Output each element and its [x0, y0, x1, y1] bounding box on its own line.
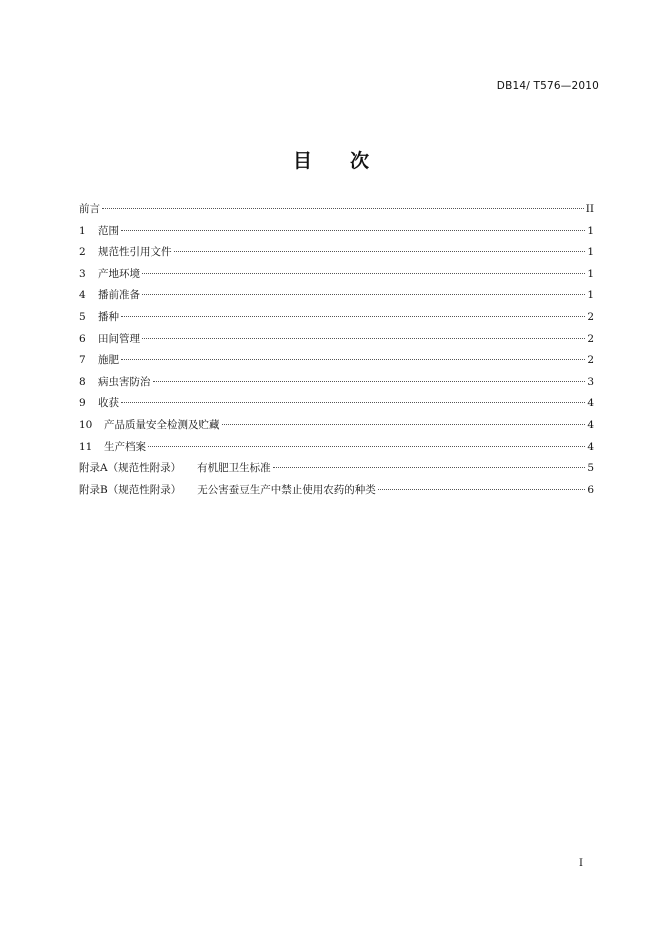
toc-label: 范围	[98, 224, 119, 237]
toc-page: 1	[587, 246, 594, 259]
title-char-1: 目	[292, 150, 312, 172]
toc-page: 3	[587, 375, 594, 388]
toc-label: 规范性引用文件	[98, 246, 172, 259]
dot-leader	[142, 294, 585, 295]
toc-page: II	[585, 203, 594, 215]
toc-number: 3	[79, 267, 86, 280]
toc-page: 4	[587, 397, 594, 410]
toc-number: 10	[79, 418, 93, 431]
toc-page: 4	[587, 440, 594, 453]
toc-entry-annex-a[interactable]	[79, 458, 594, 480]
toc-number: 2	[79, 246, 86, 259]
toc-number: 7	[79, 354, 86, 367]
toc-label: 田间管理	[98, 332, 140, 345]
toc-page: 1	[587, 289, 594, 302]
dot-leader	[174, 251, 586, 252]
dot-leader	[378, 489, 586, 490]
toc-label: 播前准备	[98, 289, 140, 302]
toc-entry-7[interactable]	[79, 350, 594, 372]
toc-entry-3[interactable]	[79, 264, 594, 286]
dot-leader	[142, 338, 585, 339]
toc-number: 8	[79, 375, 86, 388]
page-title	[0, 146, 662, 173]
dot-leader	[153, 381, 586, 382]
standard-code: DB14/ T576—2010	[496, 80, 599, 92]
toc-entry-8[interactable]	[79, 372, 594, 394]
toc-page: 2	[587, 310, 594, 323]
toc-page: 4	[587, 418, 594, 431]
toc-entry-9[interactable]	[79, 393, 594, 415]
annex-label: 附录B（规范性附录）	[79, 483, 182, 496]
toc-label: 有机肥卫生标准	[197, 462, 271, 475]
toc-entry-6[interactable]	[79, 329, 594, 351]
toc-label: 无公害蚕豆生产中禁止使用农药的种类	[197, 483, 376, 496]
page-number: I	[579, 858, 583, 869]
toc-entry-2[interactable]	[79, 242, 594, 264]
toc-page: 6	[587, 483, 594, 496]
dot-leader	[102, 208, 584, 209]
toc-number: 4	[79, 289, 86, 302]
dot-leader	[121, 359, 585, 360]
toc-label: 产品质量安全检测及贮藏	[104, 418, 220, 431]
toc-page: 5	[587, 462, 594, 475]
toc-entry-1[interactable]	[79, 221, 594, 243]
toc-page: 1	[587, 267, 594, 280]
toc-entry-annex-b[interactable]	[79, 480, 594, 502]
toc-entry-10[interactable]	[79, 415, 594, 437]
toc-number: 5	[79, 310, 86, 323]
dot-leader	[222, 424, 586, 425]
toc-label: 播种	[98, 310, 119, 323]
dot-leader	[273, 467, 586, 468]
title-char-2: 次	[350, 150, 370, 172]
dot-leader	[142, 273, 585, 274]
toc-label: 前言	[79, 203, 100, 215]
toc-page: 1	[587, 224, 594, 237]
toc-page: 2	[587, 332, 594, 345]
toc-label: 生产档案	[104, 440, 146, 453]
toc-page: 2	[587, 354, 594, 367]
toc-number: 6	[79, 332, 86, 345]
annex-label: 附录A（规范性附录）	[79, 462, 182, 475]
toc-label: 产地环境	[98, 267, 140, 280]
toc-label: 施肥	[98, 354, 119, 367]
toc-number: 11	[79, 440, 93, 453]
dot-leader	[121, 316, 585, 317]
toc-entry-11[interactable]	[79, 437, 594, 459]
toc-entry-foreword[interactable]	[79, 199, 594, 221]
toc-entry-5[interactable]	[79, 307, 594, 329]
dot-leader	[121, 230, 585, 231]
toc-number: 1	[79, 224, 86, 237]
table-of-contents	[79, 199, 594, 501]
dot-leader	[121, 402, 585, 403]
dot-leader	[148, 446, 585, 447]
toc-label: 病虫害防治	[98, 375, 151, 388]
toc-entry-4[interactable]	[79, 285, 594, 307]
toc-number: 9	[79, 397, 86, 410]
toc-label: 收获	[98, 397, 119, 410]
